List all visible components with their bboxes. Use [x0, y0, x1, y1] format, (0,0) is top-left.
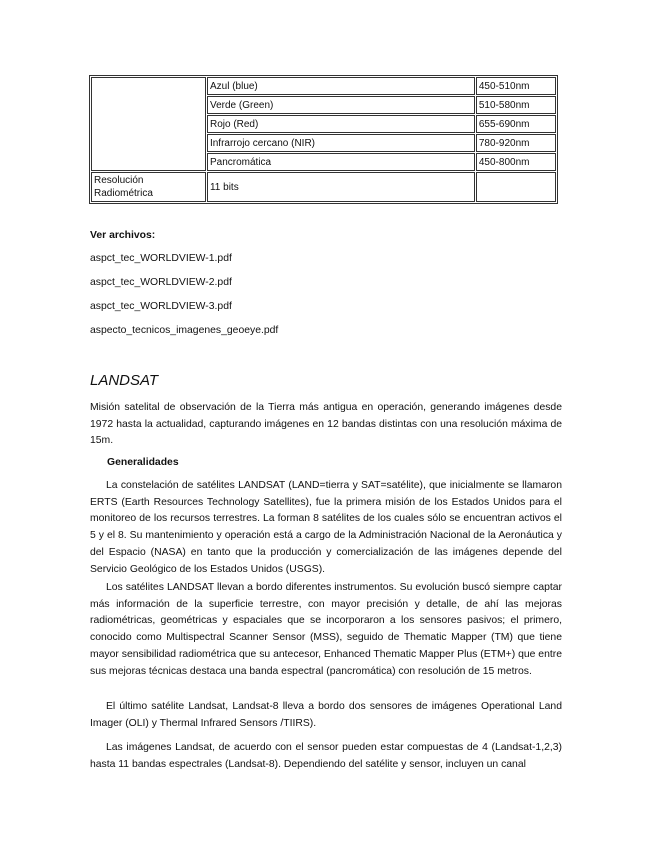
radiometric-label-cell: Resolución Radiométrica: [91, 172, 206, 202]
file-link[interactable]: aspct_tec_WORLDVIEW-3.pdf: [90, 301, 232, 312]
band-name-cell: Pancromática: [207, 153, 475, 171]
subheading: Generalidades: [107, 457, 179, 468]
band-range-cell: 450-510nm: [476, 77, 556, 95]
table-row: [91, 77, 556, 95]
section-title: LANDSAT: [90, 372, 159, 389]
band-range-cell: 510-580nm: [476, 96, 556, 114]
band-name-cell: Infrarrojo cercano (NIR): [207, 134, 475, 152]
file-link[interactable]: aspecto_tecnicos_imagenes_geoeye.pdf: [90, 325, 279, 336]
body-paragraph: Las imágenes Landsat, de acuerdo con el sensor pueden estar compuestas de 4 (Landsat-1,2,3) hasta 11 bandas espectrales (Landsat-8). Dependiendo del satélite y sensor, incluyen un canal: [90, 742, 562, 770]
body-paragraph: La constelación de satélites LANDSAT (LAND=tierra y SAT=satélite), que inicialmente se llamaron ERTS (Earth Resources Technology Satellites), fue la primera misión de los Estados Unidos para el monitoreo de los recursos terrestres. La forman 8 satélites de los cuales sólo se encuentran activos el 5 y el 8. Su mantenimiento y operación está a cargo de la Administración Nacional de la Aeronáutica y del Espacio (NASA) en tanto que la producción y comercialización de las imágenes depende del Servicio Geológico de los Estados Unidos (USGS).: [90, 480, 562, 575]
body-paragraph: El último satélite Landsat, Landsat-8 lleva a bordo dos sensores de imágenes Operational Land Imager (OLI) y Thermal Infrared Sensors /TIIRS).: [90, 701, 562, 729]
file-link[interactable]: aspct_tec_WORLDVIEW-2.pdf: [90, 277, 232, 288]
intro-paragraph: Misión satelital de observación de la Tierra más antigua en operación, generando imágenes desde 1972 hasta la actualidad, capturando imágenes en 12 bandas distintas con una resolución máxima de 15m.: [90, 402, 562, 447]
table-row: [91, 172, 556, 202]
band-range-cell: 780-920nm: [476, 134, 556, 152]
band-name-cell: Verde (Green): [207, 96, 475, 114]
spectral-bands-table: [89, 75, 558, 204]
band-name-cell: Azul (blue): [207, 77, 475, 95]
radiometric-value-cell: 11 bits: [207, 172, 475, 202]
band-range-cell: 655-690nm: [476, 115, 556, 133]
file-link[interactable]: aspct_tec_WORLDVIEW-1.pdf: [90, 253, 232, 264]
band-range-cell: 450-800nm: [476, 153, 556, 171]
body-paragraph: Los satélites LANDSAT llevan a bordo diferentes instrumentos. Su evolución buscó siempre captar más información de la superficie terrestre, con mayor precisión y detalle, de ahí las mejoras radiométricas, geométricas y espaciales que se incorporaron a los sensores pasivos; el primero, conocido como Multispectral Scanner Sensor (MSS), seguido de Thematic Mapper (TM) que tiene mayor sensibilidad radiométrica que su antecesor, Enhanced Thematic Mapper Plus (ETM+) que entre sus mejoras técnicas destaca una banda espectral (pancromática) con resolución de 15 metros.: [90, 582, 562, 677]
table-cell-empty: [91, 77, 206, 171]
radiometric-extra-cell: [476, 172, 556, 202]
band-name-cell: Rojo (Red): [207, 115, 475, 133]
files-heading: Ver archivos:: [90, 230, 156, 241]
